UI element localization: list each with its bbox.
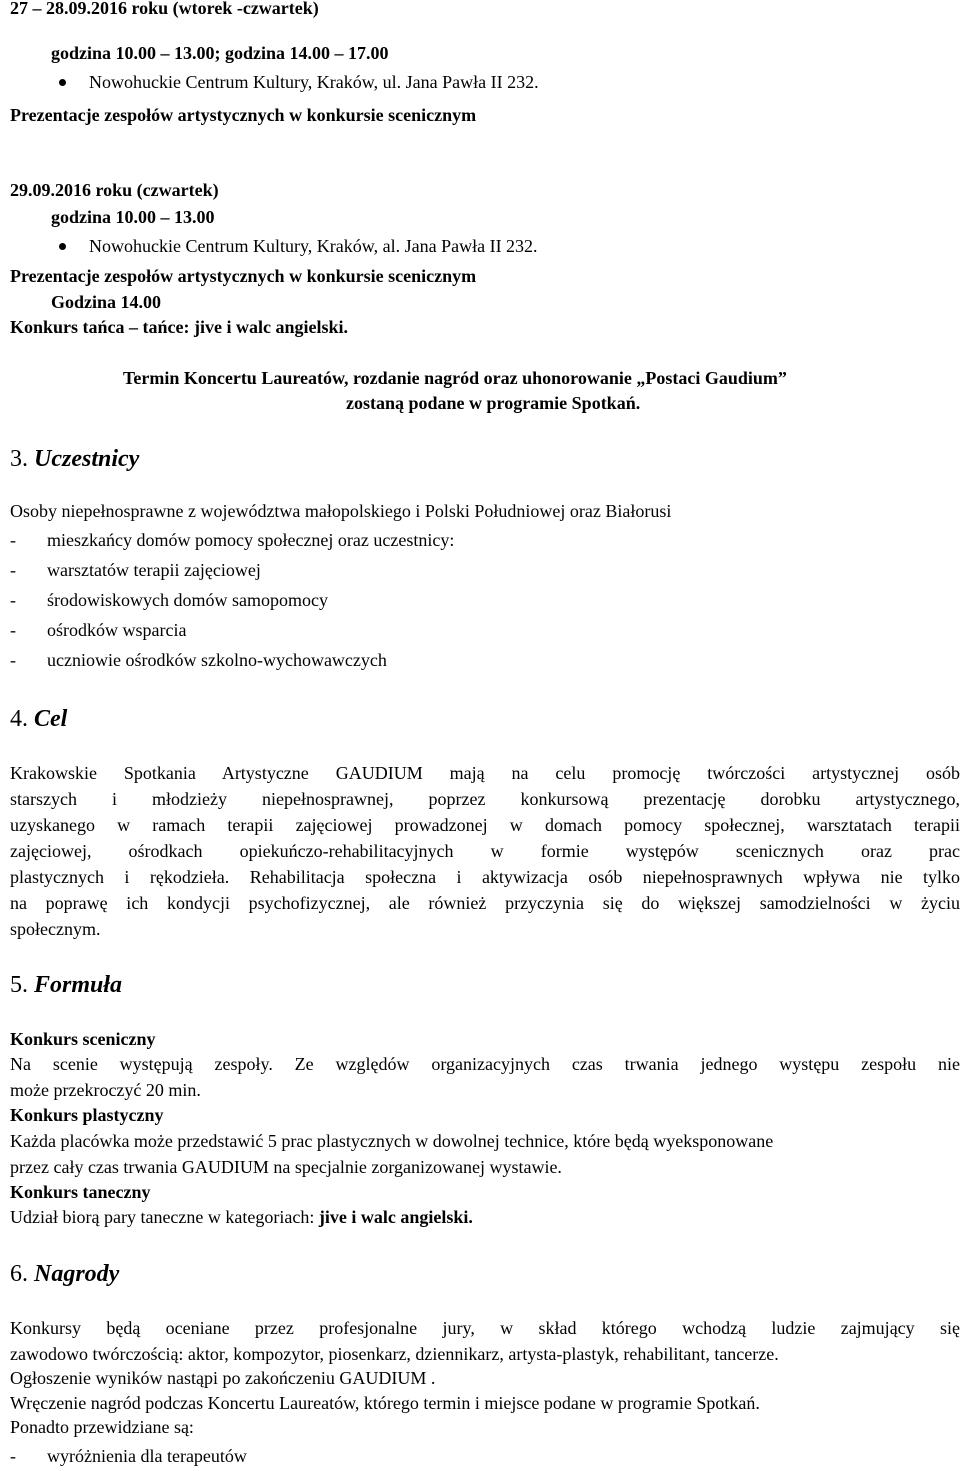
awards-text: Wręczenie nagród podczas Koncertu Laureatów, którego termin i miejsce podane w programie Spotkań. bbox=[10, 1393, 760, 1413]
goal-paragraph-line: Krakowskie Spotkania Artystyczne GAUDIUM mają na celu promocję twórczości artystycznej osób bbox=[10, 763, 960, 783]
participants-intro: Osoby niepełnosprawne z województwa małopolskiego i Polski Południowej oraz Białorusi bbox=[10, 501, 672, 521]
schedule-hours-1-text: godzina 10.00 – 13.00; godzina 14.00 – 17.00 bbox=[51, 43, 389, 63]
participants-item: - warsztatów terapii zajęciowej bbox=[47, 556, 261, 584]
awards-text: Ponadto przewidziane są: bbox=[10, 1417, 194, 1437]
section-title: Nagrody bbox=[34, 1261, 120, 1287]
schedule-venue-2: Nowohuckie Centrum Kultury, Kraków, al. Jana Pawła II 232. bbox=[89, 232, 538, 260]
dance-contest-text bbox=[10, 1203, 473, 1231]
schedule-venue-1: Nowohuckie Centrum Kultury, Kraków, ul. Jana Pawła II 232. bbox=[89, 68, 539, 96]
participants-item: - ośrodków wsparcia bbox=[47, 616, 186, 644]
goal-paragraph-line: starszych i młodzieży niepełnosprawnej, poprzez konkursową prezentację dorobku artystycznego, bbox=[10, 789, 960, 809]
awards-text: Konkursy będą oceniane przez profesjonalne jury, w skład którego wchodzą ludzie zajmujący się bbox=[10, 1318, 960, 1338]
schedule-dance-contest: Konkurs tańca – tańce: jive i walc angielski. bbox=[10, 317, 348, 337]
section-heading-awards bbox=[10, 1260, 119, 1288]
schedule-hour-3: Godzina 14.00 bbox=[51, 292, 162, 312]
dance-contest-categories: jive i walc angielski. bbox=[318, 1207, 473, 1227]
dance-contest-prefix: Udział biorą pary taneczne w kategoriach: bbox=[10, 1207, 319, 1227]
stage-contest-title: Konkurs sceniczny bbox=[10, 1029, 156, 1049]
section-title: Uczestnicy bbox=[34, 446, 140, 472]
laureates-concert-note: Termin Koncertu Laureatów, rozdanie nagród oraz uhonorowanie „Postaci Gaudium” bbox=[123, 368, 787, 388]
goal-paragraph-line: na poprawę ich kondycji psychofizycznej, ale również przyczynia się do większej samodzielności w życiu bbox=[10, 893, 960, 913]
art-contest-text: Każda placówka może przedstawić 5 prac plastycznych w dowolnej technice, które będą wyeksponowane bbox=[10, 1131, 774, 1151]
awards-text: zawodowo twórczością: aktor, kompozytor, piosenkarz, dziennikarz, artysta-plastyk, rehabilitant, tancerze. bbox=[10, 1344, 779, 1364]
schedule-hours-1 bbox=[51, 39, 389, 67]
schedule-presentation-1: Prezentacje zespołów artystycznych w konkursie scenicznym bbox=[10, 105, 477, 125]
goal-paragraph-line: plastycznych i rękodzieła. Rehabilitacja społeczna i aktywizacja osób niepełnosprawnych wpływa nie tylko bbox=[10, 867, 960, 887]
goal-paragraph-line: uzyskanego w ramach terapii zajęciowej prowadzonej w domach pomocy społecznej, warsztatach terapii bbox=[10, 815, 960, 835]
stage-contest-text-2: może przekroczyć 20 min. bbox=[10, 1080, 201, 1100]
section-title: Cel bbox=[34, 706, 68, 732]
section-number: 3. bbox=[10, 446, 28, 472]
participants-item: - środowiskowych domów samopomocy bbox=[47, 586, 328, 614]
schedule-presentation-2: Prezentacje zespołów artystycznych w konkursie scenicznym bbox=[10, 266, 477, 286]
laureates-concert-note-2: zostaną podane w programie Spotkań. bbox=[346, 393, 641, 413]
awards-item: - wyróżnienia dla terapeutów bbox=[47, 1442, 247, 1470]
section-title: Formuła bbox=[34, 972, 123, 998]
participants-item: - mieszkańcy domów pomocy społecznej oraz uczestnicy: bbox=[47, 526, 454, 554]
section-heading-participants bbox=[10, 445, 139, 473]
section-number: 4. bbox=[10, 706, 28, 732]
stage-contest-text: Na scenie występują zespoły. Ze względów organizacyjnych czas trwania jednego występu zespołu nie bbox=[10, 1054, 960, 1074]
goal-paragraph-line: zajęciowej, ośrodkach opiekuńczo-rehabilitacyjnych w formie występów scenicznych oraz prac bbox=[10, 841, 960, 861]
goal-paragraph-last: społecznym. bbox=[10, 919, 101, 939]
section-heading-goal bbox=[10, 705, 67, 733]
participants-item: - uczniowie ośrodków szkolno-wychowawczych bbox=[47, 646, 387, 674]
section-heading-format bbox=[10, 971, 122, 999]
art-contest-title: Konkurs plastyczny bbox=[10, 1105, 164, 1125]
schedule-hours-2: godzina 10.00 – 13.00 bbox=[51, 207, 215, 227]
dance-contest-title: Konkurs taneczny bbox=[10, 1182, 151, 1202]
section-number: 5. bbox=[10, 972, 28, 998]
schedule-date-2: 29.09.2016 roku (czwartek) bbox=[10, 180, 219, 200]
schedule-date-1: 27 – 28.09.2016 roku (wtorek -czwartek) bbox=[10, 0, 319, 18]
awards-text: Ogłoszenie wyników nastąpi po zakończeniu GAUDIUM . bbox=[10, 1368, 436, 1388]
art-contest-text-2: przez cały czas trwania GAUDIUM na specjalnie zorganizowanej wystawie. bbox=[10, 1157, 562, 1177]
section-number: 6. bbox=[10, 1261, 28, 1287]
